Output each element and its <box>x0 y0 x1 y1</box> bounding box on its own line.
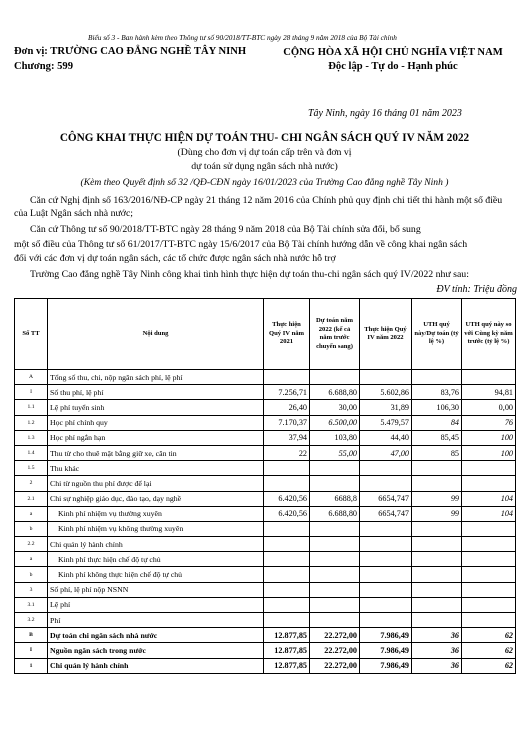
row-content: Chi quản lý hành chính <box>48 658 264 673</box>
value-q4-2022 <box>360 613 412 628</box>
table-row <box>15 552 516 567</box>
value-rate-plan: 106,30 <box>412 400 462 415</box>
value-rate-same-period: 62 <box>462 628 516 643</box>
value-q4-2021 <box>264 567 310 582</box>
value-rate-same-period <box>462 521 516 536</box>
unit-of-measure: ĐV tính: Triệu đồng <box>436 284 517 295</box>
value-plan-2022 <box>310 582 360 597</box>
value-q4-2022 <box>360 537 412 552</box>
table-row <box>15 370 516 385</box>
value-q4-2021: 12.877,85 <box>264 643 310 658</box>
table-row <box>15 476 516 491</box>
form-reference: Biểu số 3 - Ban hành kèm theo Thông tư số 90/2018/TT-BTC ngày 28 tháng 9 năm 2018 của Bộ Tài chính <box>88 33 397 42</box>
value-q4-2021 <box>264 370 310 385</box>
value-rate-plan: 85 <box>412 445 462 460</box>
value-q4-2021: 6.420,56 <box>264 491 310 506</box>
row-content: Nguồn ngân sách trong nước <box>48 643 264 658</box>
value-q4-2022: 6654,747 <box>360 491 412 506</box>
table-row <box>15 658 516 673</box>
legal-basis-2-cont: một số điều của Thông tư số 61/2017/TT-BTC ngày 15/6/2017 của Bộ Tài chính hướng dẫn về công khai ngân sách <box>14 239 468 250</box>
value-plan-2022 <box>310 476 360 491</box>
row-content: Kinh phí không thực hiện chế độ tự chủ <box>48 567 264 582</box>
value-rate-plan <box>412 461 462 476</box>
value-rate-plan <box>412 567 462 582</box>
value-q4-2021: 22 <box>264 445 310 460</box>
row-number: 3.1 <box>15 597 48 612</box>
document-title: CÔNG KHAI THỰC HIỆN DỰ TOÁN THU- CHI NGÂN SÁCH QUÝ IV NĂM 2022 <box>59 132 470 144</box>
statement: Trường Cao đẳng nghề Tây Ninh công khai tình hình thực hiện dự toán thu-chi ngân sách quý IV/2022 như sau: <box>30 269 469 280</box>
value-plan-2022 <box>310 613 360 628</box>
row-number: 2 <box>15 476 48 491</box>
value-q4-2022 <box>360 567 412 582</box>
table-row <box>15 628 516 643</box>
value-q4-2021: 37,94 <box>264 430 310 445</box>
row-number: 1.5 <box>15 461 48 476</box>
value-rate-same-period <box>462 567 516 582</box>
value-q4-2021: 26,40 <box>264 400 310 415</box>
value-plan-2022 <box>310 567 360 582</box>
row-number: I <box>15 385 48 400</box>
table-row <box>15 385 516 400</box>
value-q4-2022: 44,40 <box>360 430 412 445</box>
value-q4-2022: 5.602,86 <box>360 385 412 400</box>
legal-basis-1: Căn cứ Nghị định số 163/2016/NĐ-CP ngày 21 tháng 12 năm 2016 của Chính phủ quy định chi tiết thi hành một số điều của Luật Ngân sách nhà nước; <box>14 195 503 219</box>
header-plan-2022: Dự toán năm 2022 (kể cả năm trước chuyển sang) <box>310 299 360 370</box>
unit-name: Đơn vị: TRƯỜNG CAO ĐẲNG NGHỀ TÂY NINH <box>14 46 247 57</box>
legal-basis-2: Căn cứ Thông tư số 90/2018/TT-BTC ngày 28 tháng 9 năm 2018 của Bộ Tài chính sửa đổi, bổ sung <box>30 224 421 235</box>
row-content: Lệ phí <box>48 597 264 612</box>
value-rate-same-period: 100 <box>462 430 516 445</box>
row-content: Học phí ngắn hạn <box>48 430 264 445</box>
value-q4-2022: 7.986,49 <box>360 628 412 643</box>
row-number: 3.2 <box>15 613 48 628</box>
budget-table <box>14 298 516 674</box>
row-content: Thu từ cho thuê mặt bằng giữ xe, căn tin <box>48 445 264 460</box>
table-row <box>15 521 516 536</box>
value-q4-2021: 7.170,37 <box>264 415 310 430</box>
row-number: b <box>15 567 48 582</box>
place-date: Tây Ninh, ngày 16 tháng 01 năm 2023 <box>308 108 462 119</box>
row-number: B <box>15 628 48 643</box>
row-content: Chi từ nguồn thu phí được để lại <box>48 476 264 491</box>
row-content: Thu khác <box>48 461 264 476</box>
value-rate-plan <box>412 552 462 567</box>
value-rate-plan <box>412 521 462 536</box>
value-rate-plan: 36 <box>412 643 462 658</box>
legal-basis-2-cont-2: đối với các đơn vị dự toán ngân sách, các tổ chức được ngân sách nhà nước hỗ trợ <box>14 253 336 264</box>
value-q4-2021 <box>264 521 310 536</box>
row-number: 1.2 <box>15 415 48 430</box>
row-number: 1 <box>15 658 48 673</box>
value-plan-2022: 22.272,00 <box>310 628 360 643</box>
value-q4-2021 <box>264 597 310 612</box>
row-number: 3 <box>15 582 48 597</box>
table-row <box>15 582 516 597</box>
value-q4-2021 <box>264 582 310 597</box>
row-content: Chi quản lý hành chính <box>48 537 264 552</box>
table-row <box>15 430 516 445</box>
value-plan-2022 <box>310 370 360 385</box>
value-rate-same-period <box>462 370 516 385</box>
value-rate-same-period <box>462 537 516 552</box>
value-rate-same-period: 62 <box>462 643 516 658</box>
value-q4-2021: 12.877,85 <box>264 628 310 643</box>
value-plan-2022: 22.272,00 <box>310 658 360 673</box>
value-plan-2022 <box>310 521 360 536</box>
table-row <box>15 506 516 521</box>
value-rate-same-period: 104 <box>462 491 516 506</box>
value-plan-2022: 6.688,80 <box>310 385 360 400</box>
value-rate-plan: 83,76 <box>412 385 462 400</box>
value-q4-2022: 5.479,57 <box>360 415 412 430</box>
value-rate-same-period: 62 <box>462 658 516 673</box>
row-content: Tổng số thu, chi, nộp ngân sách phí, lệ phí <box>48 370 264 385</box>
value-rate-plan: 36 <box>412 658 462 673</box>
header-no: Số TT <box>15 299 48 370</box>
value-q4-2022 <box>360 597 412 612</box>
value-rate-plan <box>412 370 462 385</box>
value-q4-2021 <box>264 476 310 491</box>
value-rate-plan <box>412 613 462 628</box>
row-content: Kinh phí nhiệm vụ thường xuyên <box>48 506 264 521</box>
table-row <box>15 400 516 415</box>
row-content: Học phí chính quy <box>48 415 264 430</box>
document-subtitle-2: dự toán sử dụng ngân sách nhà nước) <box>191 161 338 172</box>
value-rate-same-period <box>462 461 516 476</box>
row-content: Kinh phí nhiệm vụ không thường xuyên <box>48 521 264 536</box>
value-rate-plan <box>412 582 462 597</box>
table-row <box>15 613 516 628</box>
value-rate-plan: 36 <box>412 628 462 643</box>
value-rate-same-period <box>462 613 516 628</box>
value-rate-same-period: 100 <box>462 445 516 460</box>
table-row <box>15 597 516 612</box>
value-plan-2022: 6.500,00 <box>310 415 360 430</box>
table-row <box>15 491 516 506</box>
value-q4-2022 <box>360 461 412 476</box>
value-rate-plan: 85,45 <box>412 430 462 445</box>
row-content: Số phí, lệ phí nộp NSNN <box>48 582 264 597</box>
value-rate-plan <box>412 597 462 612</box>
row-number: a <box>15 506 48 521</box>
value-q4-2021 <box>264 613 310 628</box>
value-plan-2022 <box>310 552 360 567</box>
document-subtitle-1: (Dùng cho đơn vị dự toán cấp trên và đơn vị <box>177 147 352 158</box>
value-q4-2021: 7.256,71 <box>264 385 310 400</box>
value-q4-2021 <box>264 461 310 476</box>
value-rate-plan: 99 <box>412 491 462 506</box>
header-content: Nội dung <box>48 299 264 370</box>
row-content: Kinh phí thực hiện chế độ tự chủ <box>48 552 264 567</box>
value-rate-plan: 99 <box>412 506 462 521</box>
value-q4-2022: 7.986,49 <box>360 643 412 658</box>
value-q4-2022: 47,00 <box>360 445 412 460</box>
value-rate-same-period: 0,00 <box>462 400 516 415</box>
row-number: 1.4 <box>15 445 48 460</box>
row-content: Dự toán chi ngân sách nhà nước <box>48 628 264 643</box>
value-plan-2022: 22.272,00 <box>310 643 360 658</box>
row-number: I <box>15 643 48 658</box>
chapter-code: Chương: 599 <box>14 61 74 72</box>
row-number: 1.1 <box>15 400 48 415</box>
row-number: b <box>15 521 48 536</box>
value-q4-2022 <box>360 476 412 491</box>
value-rate-plan <box>412 537 462 552</box>
table-row <box>15 445 516 460</box>
value-q4-2022: 6654,747 <box>360 506 412 521</box>
value-rate-same-period <box>462 552 516 567</box>
value-rate-same-period: 94,81 <box>462 385 516 400</box>
value-q4-2022 <box>360 521 412 536</box>
table-header-row <box>15 299 516 370</box>
value-q4-2021: 6.420,56 <box>264 506 310 521</box>
table-row <box>15 461 516 476</box>
row-number: 2.2 <box>15 537 48 552</box>
attachment-note: (Kèm theo Quyết định số 32 /QĐ-CĐN ngày 16/01/2023 của Trường Cao đẳng nghề Tây Ninh ) <box>80 177 449 188</box>
value-rate-plan: 84 <box>412 415 462 430</box>
row-number: 1.3 <box>15 430 48 445</box>
value-rate-same-period: 76 <box>462 415 516 430</box>
value-plan-2022: 30,00 <box>310 400 360 415</box>
national-motto: Độc lập - Tự do - Hạnh phúc <box>328 61 458 72</box>
national-title: CỘNG HÒA XÃ HỘI CHỦ NGHĨA VIỆT NAM <box>283 47 503 58</box>
row-content: Phí <box>48 613 264 628</box>
table-row <box>15 643 516 658</box>
value-plan-2022: 55,00 <box>310 445 360 460</box>
value-q4-2021 <box>264 537 310 552</box>
value-q4-2022 <box>360 370 412 385</box>
header-rate-plan: UTH quý này/Dự toán (tỷ lệ %) <box>412 299 462 370</box>
table-row <box>15 567 516 582</box>
value-rate-same-period: 104 <box>462 506 516 521</box>
header-q4-2022: Thực hiện Quý IV năm 2022 <box>360 299 412 370</box>
value-q4-2021 <box>264 552 310 567</box>
row-number: A <box>15 370 48 385</box>
value-plan-2022 <box>310 537 360 552</box>
value-plan-2022 <box>310 597 360 612</box>
header-rate-same-period: UTH quý này so với Cùng kỳ năm trước (tỷ lệ %) <box>462 299 516 370</box>
value-q4-2022 <box>360 582 412 597</box>
value-q4-2022 <box>360 552 412 567</box>
row-number: 2.1 <box>15 491 48 506</box>
row-content: Chi sự nghiệp giáo dục, đào tạo, dạy nghề <box>48 491 264 506</box>
header-q4-2021: Thực hiện Quý IV năm 2021 <box>264 299 310 370</box>
value-plan-2022: 103,80 <box>310 430 360 445</box>
table-row <box>15 537 516 552</box>
value-plan-2022 <box>310 461 360 476</box>
value-rate-plan <box>412 476 462 491</box>
row-content: Lệ phí tuyển sinh <box>48 400 264 415</box>
value-plan-2022: 6688,8 <box>310 491 360 506</box>
value-plan-2022: 6.688,80 <box>310 506 360 521</box>
table-row <box>15 415 516 430</box>
value-rate-same-period <box>462 582 516 597</box>
row-content: Số thu phí, lệ phí <box>48 385 264 400</box>
value-q4-2022: 31,89 <box>360 400 412 415</box>
value-rate-same-period <box>462 597 516 612</box>
value-q4-2022: 7.986,49 <box>360 658 412 673</box>
value-q4-2021: 12.877,85 <box>264 658 310 673</box>
value-rate-same-period <box>462 476 516 491</box>
row-number: a <box>15 552 48 567</box>
